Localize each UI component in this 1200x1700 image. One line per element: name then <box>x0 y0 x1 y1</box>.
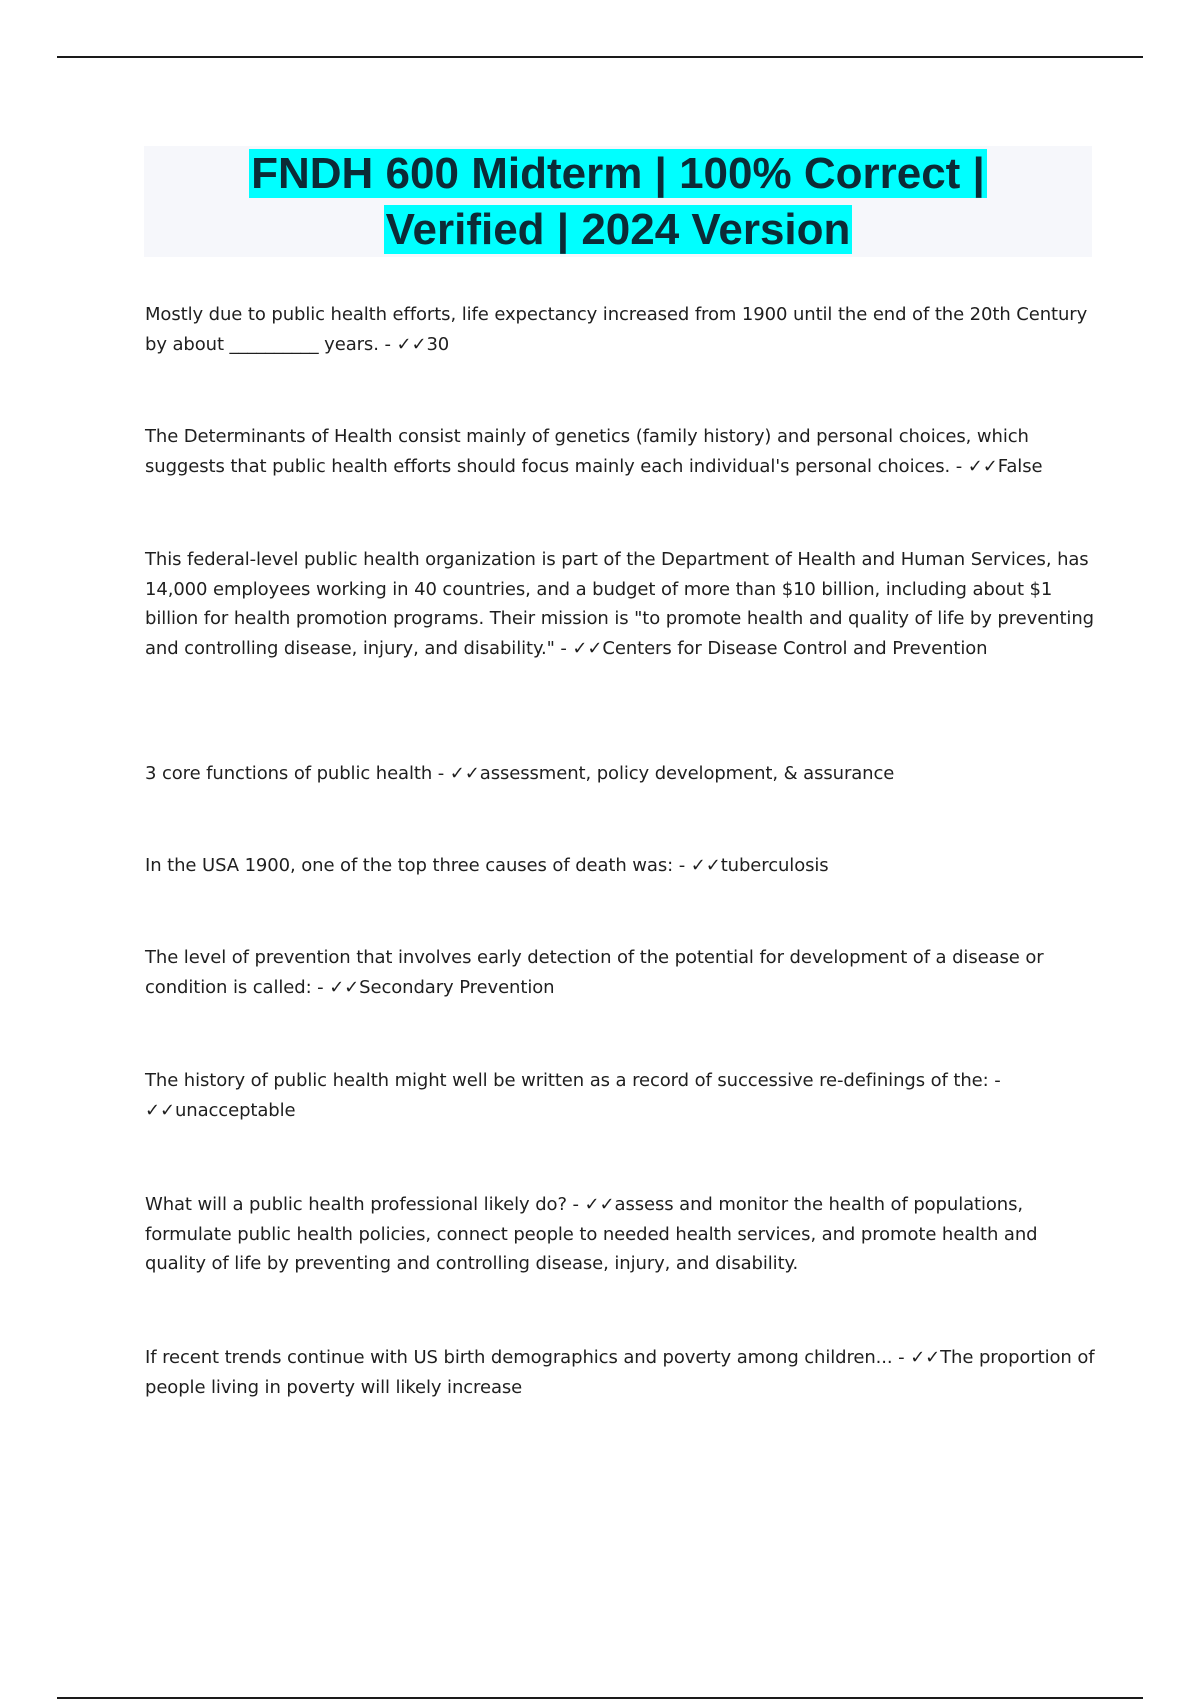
checkmark-icon: ✓✓ <box>396 333 427 355</box>
title-block <box>144 146 1092 257</box>
question-text: The level of prevention that involves early detection of the potential for development of a disease or condition is called: <box>145 947 1044 998</box>
qa-item-3 <box>145 545 1095 663</box>
checkmark-icon: ✓✓ <box>910 1347 941 1368</box>
answer-text: False <box>997 455 1043 477</box>
separator: - <box>311 976 330 998</box>
question-text: The history of public health might well be written as a record of successive re-definings of the: <box>145 1070 989 1091</box>
title-line-2: Verified | 2024 Version <box>385 204 851 254</box>
checkmark-icon: ✓✓ <box>449 763 480 784</box>
question-text: Mostly due to public health efforts, life expectancy increased from 1900 until the end of the 20th Century by about __________ years. <box>145 304 1088 355</box>
checkmark-icon: ✓✓ <box>329 976 360 998</box>
question-text: What will a public health professional likely do? <box>145 1194 567 1215</box>
top-rule <box>57 56 1143 58</box>
separator: - <box>673 855 691 876</box>
answer-text: tuberculosis <box>720 855 829 876</box>
qa-item-7 <box>145 1066 1095 1125</box>
question-text: In the USA 1900, one of the top three causes of death was: <box>145 855 674 876</box>
question-text: The Determinants of Health consist mainly of genetics (family history) and personal choices, which suggests that public health efforts should focus mainly each individual's personal choices. <box>145 426 1029 477</box>
separator: - <box>378 333 397 355</box>
question-text: This federal-level public health organization is part of the Department of Health and Human Services, has 14,000 employees working in 40 countries, and a budget of more than $10 billion, including about $1 billion for health promotion programs. Their mission is "to promote health and quality of life by preventing and controlling disease, injury, and disability." <box>145 549 1094 659</box>
qa-item-1 <box>145 300 1095 359</box>
qa-item-8 <box>145 1190 1095 1279</box>
answer-text: Centers for Disease Control and Prevention <box>602 637 988 659</box>
document-title <box>249 146 987 258</box>
answer-text: unacceptable <box>174 1099 296 1121</box>
checkmark-icon: ✓✓ <box>967 455 998 477</box>
answer-text: 30 <box>426 333 450 355</box>
separator: - <box>432 763 450 784</box>
answer-text: Secondary Prevention <box>359 976 555 998</box>
checkmark-icon: ✓✓ <box>145 1099 175 1121</box>
checkmark-icon: ✓✓ <box>584 1194 615 1215</box>
qa-item-4 <box>145 759 1095 789</box>
qa-item-2 <box>145 422 1095 481</box>
question-text: 3 core functions of public health <box>145 763 433 784</box>
qa-item-6 <box>145 943 1095 1002</box>
checkmark-icon: ✓✓ <box>690 855 721 876</box>
separator: - <box>566 1194 585 1215</box>
answer-text: The proportion of people living in poverty will likely increase <box>145 1347 1095 1398</box>
bottom-rule <box>57 1697 1143 1699</box>
qa-item-5 <box>145 851 1095 881</box>
qa-item-9 <box>145 1343 1095 1402</box>
checkmark-icon: ✓✓ <box>572 637 603 659</box>
separator: - <box>554 637 573 659</box>
separator: - <box>988 1070 1001 1091</box>
separator: - <box>892 1347 911 1368</box>
separator: - <box>950 455 968 477</box>
answer-text: assess and monitor the health of populations, formulate public health policies, connect people to needed health services, and promote health and quality of life by preventing and controlling disease, injury, and disability. <box>145 1194 1038 1274</box>
answer-text: assessment, policy development, & assurance <box>479 763 895 784</box>
question-text: If recent trends continue with US birth demographics and poverty among children... <box>145 1347 893 1368</box>
title-line-1: FNDH 600 Midterm | 100% Correct | <box>251 148 985 198</box>
